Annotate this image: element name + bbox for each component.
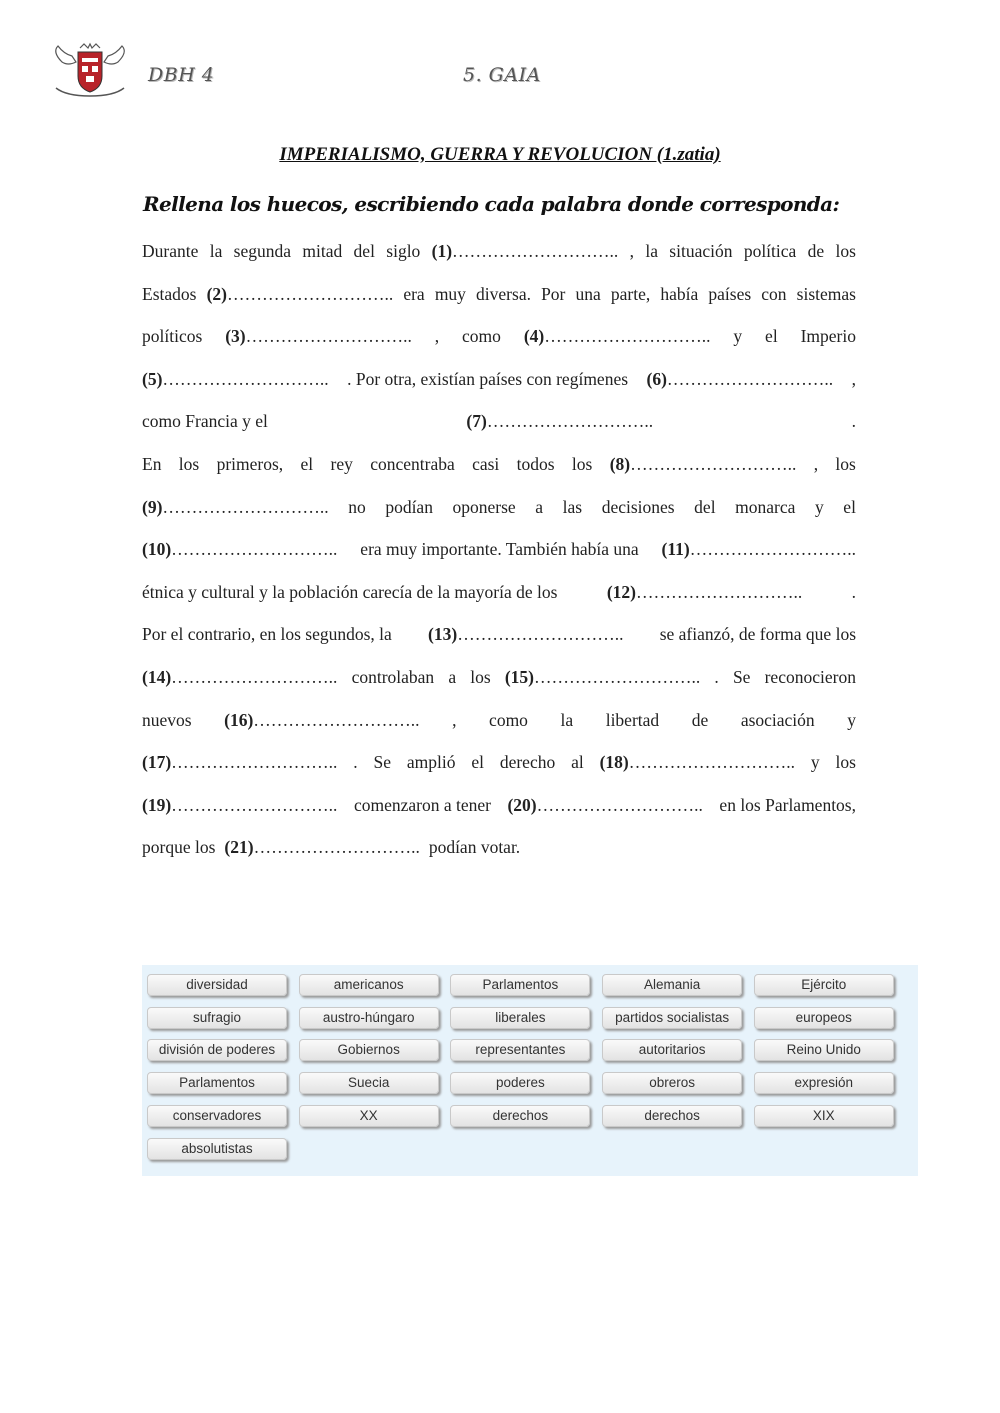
text-word: el: [843, 496, 856, 517]
text-word: una: [575, 283, 601, 304]
text-word: . Por otra, existían países con regímenes: [347, 368, 629, 389]
word-chip[interactable]: austro-húngaro: [299, 1007, 439, 1029]
word-chip[interactable]: Gobiernos: [299, 1039, 439, 1061]
blank-dots: ………………………..: [486, 411, 654, 432]
fill-in-text: [142, 230, 856, 869]
word-chip[interactable]: representantes: [450, 1039, 590, 1061]
blank-9[interactable]: [142, 486, 329, 529]
text-word: libertad: [605, 709, 660, 730]
blank-dots: ………………………..: [226, 283, 394, 304]
text-word: el: [300, 453, 314, 474]
text-word: monarca: [735, 496, 796, 517]
blank-12[interactable]: [607, 571, 802, 614]
text-word: era muy importante. También había una: [360, 539, 639, 560]
text-word: situación: [669, 241, 733, 261]
text-word: del: [694, 496, 716, 517]
word-chip[interactable]: obreros: [602, 1072, 742, 1094]
text-line: [142, 315, 856, 358]
text-word: Durante: [142, 241, 199, 261]
text-word: los: [178, 453, 200, 474]
text-line: [142, 528, 856, 571]
text-word: a: [535, 496, 544, 517]
text-line: [142, 699, 856, 742]
text-word: concentraba: [370, 453, 455, 474]
word-chip[interactable]: XIX: [754, 1105, 894, 1127]
word-chip[interactable]: sufragio: [147, 1007, 287, 1029]
text-line: [142, 273, 856, 316]
text-word: los: [571, 453, 593, 474]
blank-number: (18): [599, 752, 629, 773]
text-word: del: [353, 241, 375, 261]
text-word: no: [348, 496, 366, 517]
text-word: derecho: [499, 752, 556, 773]
text-word: ,: [851, 368, 856, 389]
text-line: [142, 784, 856, 827]
word-chip[interactable]: Alemania: [602, 974, 742, 996]
blank-number: (11): [661, 539, 690, 560]
blank-number: (3): [225, 326, 246, 347]
blank-dots: ………………………..: [534, 666, 701, 687]
blank-dots: ………………………..: [253, 709, 420, 730]
text-word: étnica y cultural y la población carecía de la mayoría de los: [142, 581, 558, 602]
text-line: [142, 826, 856, 869]
blank-5[interactable]: [142, 358, 329, 401]
blank-17[interactable]: [142, 741, 337, 784]
word-chip[interactable]: Parlamentos: [450, 974, 590, 996]
text-word: diversa.: [476, 283, 531, 304]
text-word: amplió: [406, 752, 456, 773]
blank-dots: ………………………..: [171, 794, 338, 815]
text-word: oponerse: [452, 496, 516, 517]
text-word: comenzaron a tener: [353, 794, 491, 815]
blank-4[interactable]: [524, 315, 711, 358]
text-word: sistemas: [796, 283, 856, 304]
blank-number: (8): [609, 453, 631, 474]
word-chip[interactable]: Suecia: [299, 1072, 439, 1094]
text-word: y: [810, 752, 820, 773]
word-chip[interactable]: partidos socialistas: [602, 1007, 742, 1029]
text-word: en los Parlamentos,: [719, 794, 856, 815]
text-word: Se: [373, 752, 391, 773]
blank-number: (7): [466, 411, 487, 432]
text-word: los: [470, 666, 491, 687]
blank-dots: ………………………..: [253, 837, 420, 858]
blank-21[interactable]: [224, 826, 419, 869]
word-chip[interactable]: Parlamentos: [147, 1072, 287, 1094]
blank-16[interactable]: [224, 699, 419, 742]
text-word: al: [571, 752, 584, 773]
word-chip[interactable]: americanos: [299, 974, 439, 996]
blank-dots: ………………………..: [245, 326, 412, 347]
blank-13[interactable]: [428, 613, 623, 656]
blank-20[interactable]: [507, 784, 702, 827]
text-word: siglo: [386, 241, 421, 261]
text-line: [142, 486, 856, 529]
blank-dots: ………………………..: [544, 326, 711, 347]
text-word: países: [708, 283, 752, 304]
word-bank: [142, 965, 918, 1176]
text-word: con: [761, 283, 787, 304]
text-word: y: [814, 496, 824, 517]
word-chip[interactable]: división de poderes: [147, 1039, 287, 1061]
text-word: el: [765, 326, 778, 347]
blank-3[interactable]: [225, 315, 412, 358]
blank-2[interactable]: [207, 273, 394, 316]
text-line: [142, 400, 856, 443]
word-chip[interactable]: absolutistas: [147, 1138, 287, 1160]
text-word: .: [714, 666, 719, 687]
blank-number: (14): [142, 666, 172, 687]
text-word: como Francia y el: [142, 411, 268, 432]
blank-dots: ………………………..: [536, 794, 703, 815]
blank-dots: ………………………..: [171, 752, 338, 773]
text-word: la: [209, 241, 223, 261]
blank-11[interactable]: [662, 528, 856, 571]
blank-dots: ………………………..: [689, 539, 856, 560]
text-word: política: [743, 241, 797, 261]
blank-number: (5): [142, 368, 163, 389]
text-word: porque los: [142, 837, 216, 858]
text-word: el: [471, 752, 484, 773]
unit-label: 5. GAIA: [463, 64, 541, 86]
school-crest-icon: [48, 42, 132, 100]
blank-14[interactable]: [142, 656, 337, 699]
blank-6[interactable]: [647, 358, 834, 401]
blank-19[interactable]: [142, 784, 337, 827]
blank-dots: ………………………..: [162, 496, 329, 517]
blank-number: (9): [142, 496, 163, 517]
word-chip[interactable]: Reino Unido: [754, 1039, 894, 1061]
text-word: segunda: [233, 241, 292, 261]
blank-dots: ………………………..: [630, 453, 797, 474]
blank-number: (13): [428, 624, 458, 645]
blank-number: (1): [431, 241, 453, 261]
blank-dots: ………………………..: [666, 368, 834, 389]
blank-dots: ………………………..: [452, 241, 619, 261]
blank-number: (17): [142, 752, 172, 773]
text-line: [142, 741, 856, 784]
word-chip[interactable]: liberales: [450, 1007, 590, 1029]
blank-dots: ………………………..: [171, 539, 338, 560]
text-line: [142, 656, 856, 699]
word-chip[interactable]: poderes: [450, 1072, 590, 1094]
text-word: de: [807, 241, 825, 261]
blank-number: (12): [606, 581, 636, 602]
text-word: las: [562, 496, 583, 517]
text-word: ,: [813, 453, 819, 474]
text-word: había: [660, 283, 699, 304]
blank-dots: ………………………..: [628, 752, 795, 773]
blank-number: (2): [206, 283, 227, 304]
text-line: [142, 443, 856, 486]
blank-dots: ………………………..: [635, 581, 803, 602]
text-word: ,: [452, 709, 457, 730]
text-word: como: [489, 709, 528, 730]
text-word: podían: [385, 496, 433, 517]
text-word: Se: [732, 666, 751, 687]
text-word: reconocieron: [764, 666, 856, 687]
text-word: como: [462, 326, 501, 347]
word-chip[interactable]: derechos: [450, 1105, 590, 1127]
blank-number: (19): [142, 794, 172, 815]
blank-10[interactable]: [142, 528, 337, 571]
blank-7[interactable]: [466, 400, 653, 443]
text-word: Por: [541, 283, 566, 304]
blank-dots: ………………………..: [162, 368, 329, 389]
text-word: los: [835, 752, 856, 773]
text-word: la: [560, 709, 574, 730]
blank-number: (6): [646, 368, 667, 389]
text-word: todos: [516, 453, 555, 474]
text-word: de: [691, 709, 709, 730]
blank-1[interactable]: [432, 230, 619, 273]
text-word: ,: [434, 326, 440, 347]
word-chip[interactable]: europeos: [754, 1007, 894, 1029]
word-chip[interactable]: derechos: [602, 1105, 742, 1127]
word-chip[interactable]: diversidad: [147, 974, 287, 996]
text-word: los: [835, 453, 856, 474]
blank-18[interactable]: [600, 741, 795, 784]
text-word: podían votar.: [428, 837, 521, 858]
word-chip[interactable]: Ejército: [754, 974, 894, 996]
text-word: y: [847, 709, 856, 730]
blank-15[interactable]: [505, 656, 700, 699]
blank-number: (21): [224, 837, 254, 858]
text-word: .: [851, 581, 856, 602]
text-word: decisiones: [601, 496, 675, 517]
text-word: nuevos: [142, 709, 192, 730]
blank-number: (16): [224, 709, 254, 730]
text-word: Estados: [142, 283, 197, 304]
word-chip[interactable]: autoritarios: [602, 1039, 742, 1061]
worksheet-title: IMPERIALISMO, GUERRA Y REVOLUCION (1.zatia): [279, 144, 721, 165]
text-word: casi: [472, 453, 500, 474]
text-line: [142, 613, 856, 656]
blank-number: (15): [504, 666, 535, 687]
text-word: y: [733, 326, 743, 347]
text-word: rey: [330, 453, 353, 474]
text-word: .: [353, 752, 358, 773]
blank-dots: ………………………..: [457, 624, 624, 645]
word-chip[interactable]: XX: [299, 1105, 439, 1127]
text-word: controlaban: [351, 666, 435, 687]
text-line: [142, 230, 856, 273]
text-line: [142, 571, 856, 614]
text-word: asociación: [740, 709, 815, 730]
word-chip[interactable]: conservadores: [147, 1105, 287, 1127]
text-word: Por el contrario, en los segundos, la: [142, 624, 392, 645]
text-word: ,: [629, 241, 634, 261]
text-word: primeros,: [216, 453, 284, 474]
text-word: En: [142, 453, 162, 474]
course-label: DBH 4: [148, 64, 215, 86]
text-word: la: [645, 241, 658, 261]
word-chip[interactable]: expresión: [754, 1072, 894, 1094]
instruction-text: Rellena los huecos, escribiendo cada palabra donde corresponda:: [143, 192, 840, 216]
text-word: se afianzó, de forma que los: [659, 624, 856, 645]
text-word: era: [403, 283, 425, 304]
text-word: los: [835, 241, 856, 261]
blank-8[interactable]: [610, 443, 797, 486]
blank-number: (20): [507, 794, 537, 815]
blank-number: (10): [142, 539, 172, 560]
blank-number: (4): [523, 326, 545, 347]
text-word: .: [851, 411, 856, 432]
text-word: a: [448, 666, 457, 687]
text-word: políticos: [142, 326, 203, 347]
text-word: muy: [434, 283, 466, 304]
text-line: [142, 358, 856, 401]
text-word: mitad: [302, 241, 343, 261]
text-word: parte,: [610, 283, 651, 304]
blank-dots: ………………………..: [171, 666, 338, 687]
text-word: Imperio: [800, 326, 856, 347]
